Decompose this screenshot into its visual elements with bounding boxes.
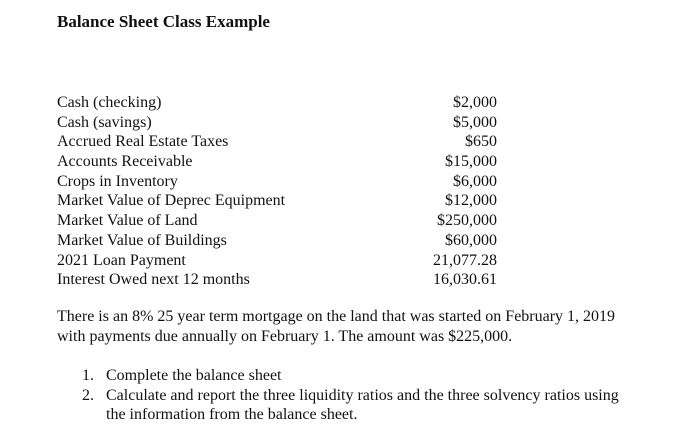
item-label: Interest Owed next 12 months xyxy=(57,271,250,289)
item-label: Market Value of Deprec Equipment xyxy=(57,192,286,210)
task-text: the information from the balance sheet. xyxy=(106,406,358,423)
list-item xyxy=(57,251,497,271)
paragraph-line: with payments due annually on February 1. The amount was $225,000. xyxy=(57,327,513,345)
item-value: $6,000 xyxy=(453,172,497,190)
item-value: $2,000 xyxy=(453,94,497,111)
task-item xyxy=(82,386,682,425)
item-value: $15,000 xyxy=(445,153,497,171)
item-value: $250,000 xyxy=(437,212,497,230)
task-item xyxy=(82,366,682,386)
item-label: Accounts Receivable xyxy=(57,153,193,171)
task-number: 1. xyxy=(82,367,94,384)
item-label: Crops in Inventory xyxy=(57,172,178,190)
balance-items-list xyxy=(57,93,497,290)
item-value: $12,000 xyxy=(445,192,497,210)
list-item xyxy=(57,93,497,113)
list-item xyxy=(57,152,497,172)
list-item xyxy=(57,172,497,192)
task-text: Complete the balance sheet xyxy=(106,367,282,384)
list-item xyxy=(57,191,497,211)
task-text: Calculate and report the three liquidity ratios and the three solvency ratios using xyxy=(106,386,619,404)
item-label: Accrued Real Estate Taxes xyxy=(57,133,229,151)
item-value: $5,000 xyxy=(453,113,497,131)
item-label: Market Value of Land xyxy=(57,212,198,230)
item-label: Cash (savings) xyxy=(57,113,152,131)
task-number: 2. xyxy=(82,386,94,404)
page-title: Balance Sheet Class Example xyxy=(57,12,270,31)
item-value: 21,077.28 xyxy=(433,251,497,269)
item-value: $60,000 xyxy=(445,231,497,249)
list-item xyxy=(57,270,497,290)
paragraph-line: There is an 8% 25 year term mortgage on the land that was started on February 1, 2019 xyxy=(57,308,616,325)
list-item xyxy=(57,113,497,133)
item-label: 2021 Loan Payment xyxy=(57,251,186,269)
list-item xyxy=(57,211,497,231)
item-label: Market Value of Buildings xyxy=(57,231,227,249)
task-list xyxy=(82,366,682,425)
item-value: $650 xyxy=(465,133,497,151)
list-item xyxy=(57,132,497,152)
mortgage-paragraph xyxy=(57,307,677,346)
item-value: 16,030.61 xyxy=(433,271,497,289)
item-label: Cash (checking) xyxy=(57,94,162,111)
list-item xyxy=(57,231,497,251)
